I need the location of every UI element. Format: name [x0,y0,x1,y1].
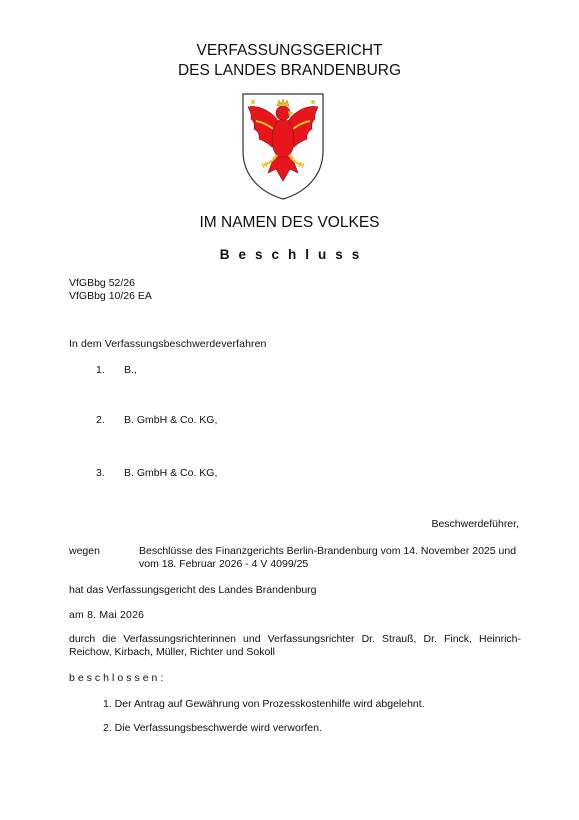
decision-item-2: 2. Die Verfassungsbeschwerde wird verworfen. [103,722,322,734]
decision-item-1: 1. Der Antrag auf Gewährung von Prozesskostenhilfe wird abgelehnt. [103,698,425,710]
judges-list: durch die Verfassungsrichterinnen und Verfassungsrichter Dr. Strauß, Dr. Finck, Heinrich-Reichow, Kirbach, Müller, Richter und Sokoll [69,633,521,658]
wegen-text: Beschlüsse des Finanzgerichts Berlin-Brandenburg vom 14. November 2025 und vom 18. Februar 2026 - 4 V 4099/25 [139,545,517,570]
decided-label: beschlossen: [69,672,167,684]
document-type-heading: Beschluss [219,247,369,262]
proceeding-intro: In dem Verfassungsbeschwerdeverfahren [69,338,267,350]
court-sentence: hat das Verfassungsgericht des Landes Brandenburg [69,584,317,596]
case-number-1: VfGBbg 52/26 [69,277,135,289]
decision-date: am 8. Mai 2026 [69,609,145,621]
brandenburg-eagle-crest-icon [240,91,326,201]
case-number-2: VfGBbg 10/26 EA [69,290,152,302]
wegen-label: wegen [69,545,100,557]
party-role: Beschwerdeführer, [431,518,519,530]
party-name-3: B. GmbH & Co. KG, [124,467,218,479]
in-the-name-of-the-people-heading: IM NAMEN DES VOLKES [199,214,380,231]
party-number-3: 3. [96,467,105,479]
court-name-line2: DES LANDES BRANDENBURG [177,62,402,79]
party-name-1: B., [124,364,137,376]
party-number-1: 1. [96,364,105,376]
court-name-line1: VERFASSUNGSGERICHT [196,42,383,59]
party-name-2: B. GmbH & Co. KG, [124,414,218,426]
party-number-2: 2. [96,414,105,426]
